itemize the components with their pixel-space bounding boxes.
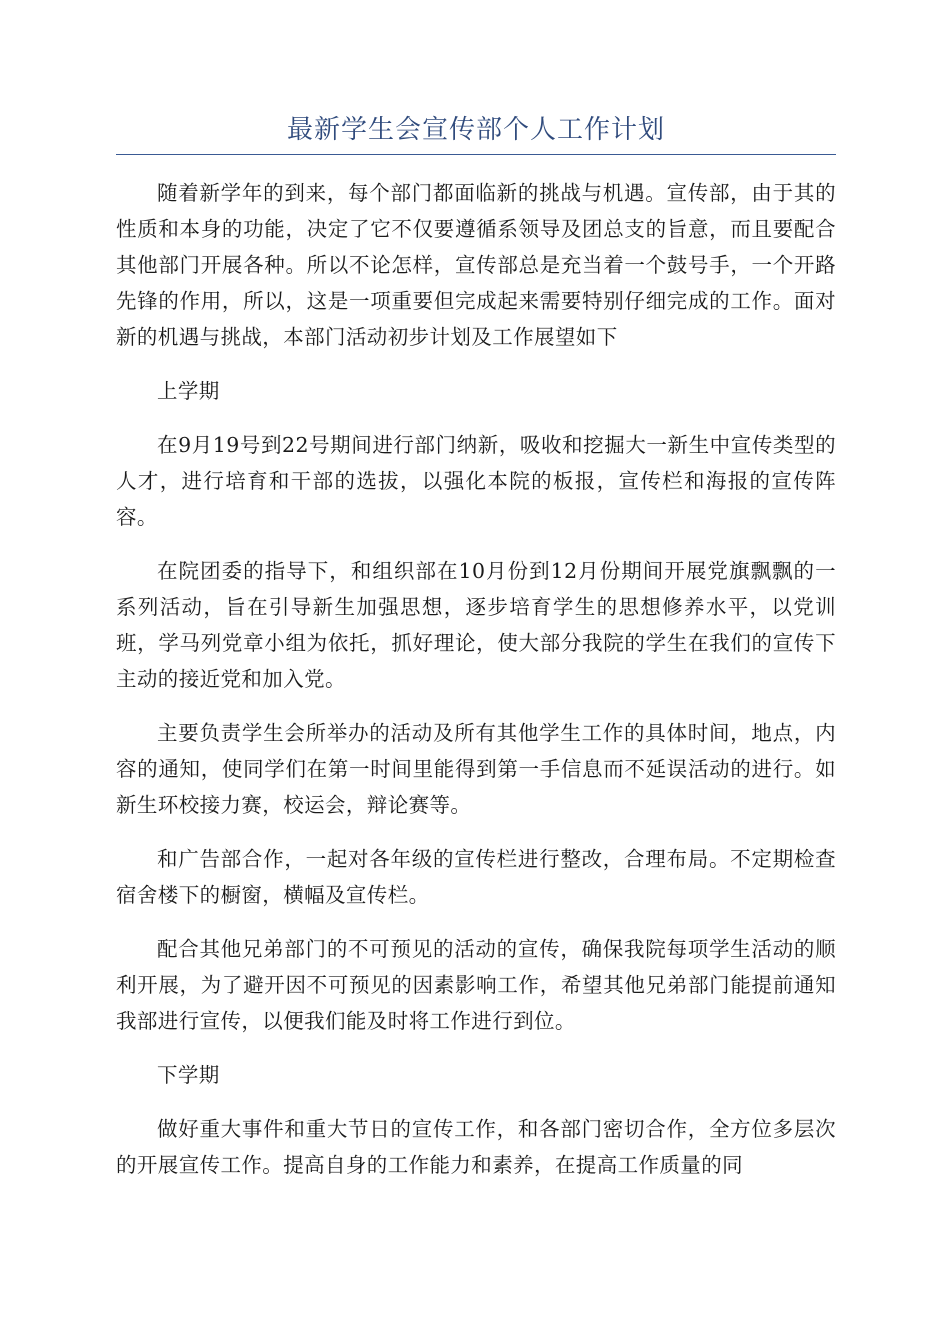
paragraph-major-events: 做好重大事件和重大节日的宣传工作，和各部门密切合作，全方位多层次的开展宣传工作。提高自身的工作能力和素养，在提高工作质量的同 [116, 1117, 836, 1177]
paragraph-intro: 随着新学年的到来，每个部门都面临新的挑战与机遇。宣传部，由于其的性质和本身的功能，决定了它不仅要遵循系领导及团总支的旨意，而且要配合其他部门开展各种。所以不论怎样，宣传部总是充当着一个鼓号手，一个开路先锋的作用，所以，这是一项重要但完成起来需要特别仔细完成的工作。面对新的机遇与挑战，本部门活动初步计划及工作展望如下 [116, 181, 836, 349]
section-heading-first-semester: 上学期 [157, 379, 220, 403]
document-title: 最新学生会宣传部个人工作计划 [116, 108, 836, 155]
paragraph-party-activities: 在院团委的指导下，和组织部在10月份到12月份期间开展党旗飘飘的一系列活动，旨在引导新生加强思想，逐步培育学生的思想修养水平，以党训班，学马列党章小组为依托，抓好理论，使大部分我院的学生在我们的宣传下主动的接近党和加入党。 [116, 559, 836, 691]
paragraph-notifications: 主要负责学生会所举办的活动及所有其他学生工作的具体时间，地点，内容的通知，使同学们在第一时间里能得到第一手信息而不延误活动的进行。如新生环校接力赛，校运会，辩论赛等。 [116, 721, 836, 817]
paragraph-bulletin-boards: 和广告部合作，一起对各年级的宣传栏进行整改，合理布局。不定期检查宿舍楼下的橱窗，横幅及宣传栏。 [116, 847, 836, 907]
paragraph-cooperation: 配合其他兄弟部门的不可预见的活动的宣传，确保我院每项学生活动的顺利开展，为了避开因不可预见的因素影响工作，希望其他兄弟部门能提前通知我部进行宣传，以便我们能及时将工作进行到位。 [116, 937, 836, 1033]
document-body [116, 175, 836, 1183]
document-page [116, 108, 836, 1201]
section-heading-second-semester: 下学期 [157, 1063, 220, 1087]
paragraph-recruitment: 在9月19号到22号期间进行部门纳新，吸收和挖掘大一新生中宣传类型的人才，进行培育和干部的选拔，以强化本院的板报，宣传栏和海报的宣传阵容。 [116, 433, 836, 529]
